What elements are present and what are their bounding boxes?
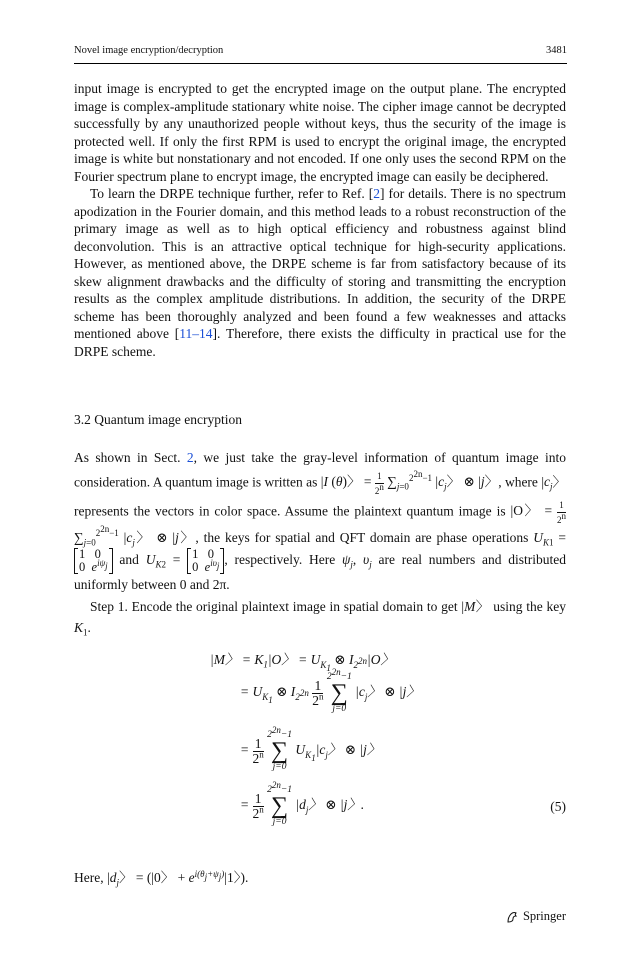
equation-line-4: = $\frac{1}{2^n}$ $2^{2n}-1$ ∑ j=0 $|d_j$〉 ⊗ |j〉. [240,780,365,828]
section-link[interactable]: 2 [186,450,194,465]
here-line [74,866,248,886]
equation-line-1: |M〉 = $K_1|O$〉 = $U_{K_1}$ ⊗ $I_{2^{2n}}|O$〉 [210,652,394,673]
citation-link[interactable]: 11–14 [179,326,213,341]
inline-math: $|d_j$〉 = (|0〉 + $e^{i(\theta_j+\psi_j)}|1$〉). [106,868,249,888]
running-title: Novel image encryption/decryption [74,45,224,56]
springer-logo [505,909,566,924]
paragraph-4 [74,596,566,639]
publisher-name: Springer [522,909,566,923]
paragraph-1: input image is encrypted to get the encrypted image on the output plane. The encrypted image is complex-amplitude stationary white noise. The cipher image cannot be decrypted successfully by any unauthorized people without keys, thus the security of the image is protected well. If only the first RPM is used to encrypt the original image, the encrypted image is white but nonstationary and not encoded. If one only uses the second RPM on the Fourier spectrum plane to encrypt image, the encrypted image can easily be deciphered. [74,81,566,184]
inline-math: $|c_j$〉 [541,474,567,492]
inline-math: |O〉 = $\frac{1}{2^n}$ $\sum_{j=0}^{2^{2n}-1}$ $|c_j$〉 ⊗ |j〉 [74,499,566,548]
para4-text: Step 1. Encode the original plaintext image in spatial domain to get [90,598,462,614]
section-body [74,447,566,639]
body-text [74,80,566,360]
inline-math: |M〉 [461,598,490,614]
paragraph-2 [74,185,566,360]
para3-text: are real numbers and distributed uniformly between 0 and [74,552,566,592]
para2-text-c: ]. Therefore, there exists the difficulty in practical use for the DRPE scheme. [74,326,567,359]
inline-math: $U_{K1} = 1$ 0 0 $e^{i\psi_j}$ [74,530,566,568]
para3-text: represents the vectors in color space. Assume the plaintext quantum image is [74,503,506,519]
paragraph-3 [74,447,566,596]
header-rule [74,63,567,64]
para2-text-b: ] for details. There is no spectrum apodization in the Fourier domain, and this method leads to a robust reconstruction of the primary image as well as to high optical efficiency and robustness against blind deconvolution. This is an attractive optical technique for high-security applications. However, as mentioned above, the DRPE scheme is far from satisfactory because of its skew alignment drawbacks and the difficulty of storing and transmitting the encryption results as the complex amplitude distributions. In addition, the security of the DRPE scheme has been thoroughly analyzed and been found a few weaknesses and attacks mentioned above [ [74,186,566,341]
para3-text: and [112,552,146,568]
para3-text: , respectively. Here [224,552,342,568]
para3-text: , we just take the gray-level information of quantum image into consideration. A quantum image is written as [74,450,567,490]
para3-text: , where [498,474,538,490]
springer-horse-icon [505,910,519,924]
para4-text: using the key [489,598,567,614]
para3-text: As shown in Sect. [74,450,187,465]
equation-number: (5) [550,799,566,814]
inline-math: $U_{K2} = 1$ 0 0 $e^{i\upsilon_j}$ [146,552,225,567]
inline-math: $K_1$. [74,620,91,638]
inline-math: $\psi_j$, $\upsilon_j$ [341,552,372,570]
inline-math: |I (θ)〉 = $\frac{1}{2^n}$ $\sum_{j=0}^{2^{2n}-1}$ $|c_j$〉 ⊗ |j〉 [320,468,499,496]
here-text: Here, [74,870,107,885]
section-heading: 3.2 Quantum image encryption [74,412,242,427]
equation-line-3: = $\frac{1}{2^n}$ $2^{2n}-1$ ∑ j=0 $U_{K_1}|c_j$〉 ⊗ |j〉 [240,725,381,773]
para3-text: 2π. [212,577,230,592]
page-number: 3481 [546,45,567,56]
running-head [74,45,567,61]
equation-line-2: = $U_{K_1}$ ⊗ $I_{2^{2n}}$ $\frac{1}{2^n}$ $2^{2n}-1$ ∑ j=0 $|c_j$〉 ⊗ |j〉 [240,667,420,715]
para2-text-a: To learn the DRPE technique further, refer to Ref. [ [90,186,374,201]
citation-link[interactable]: 2 [373,186,381,201]
para3-text: , the keys for spatial and QFT domain are phase operations [195,529,529,545]
